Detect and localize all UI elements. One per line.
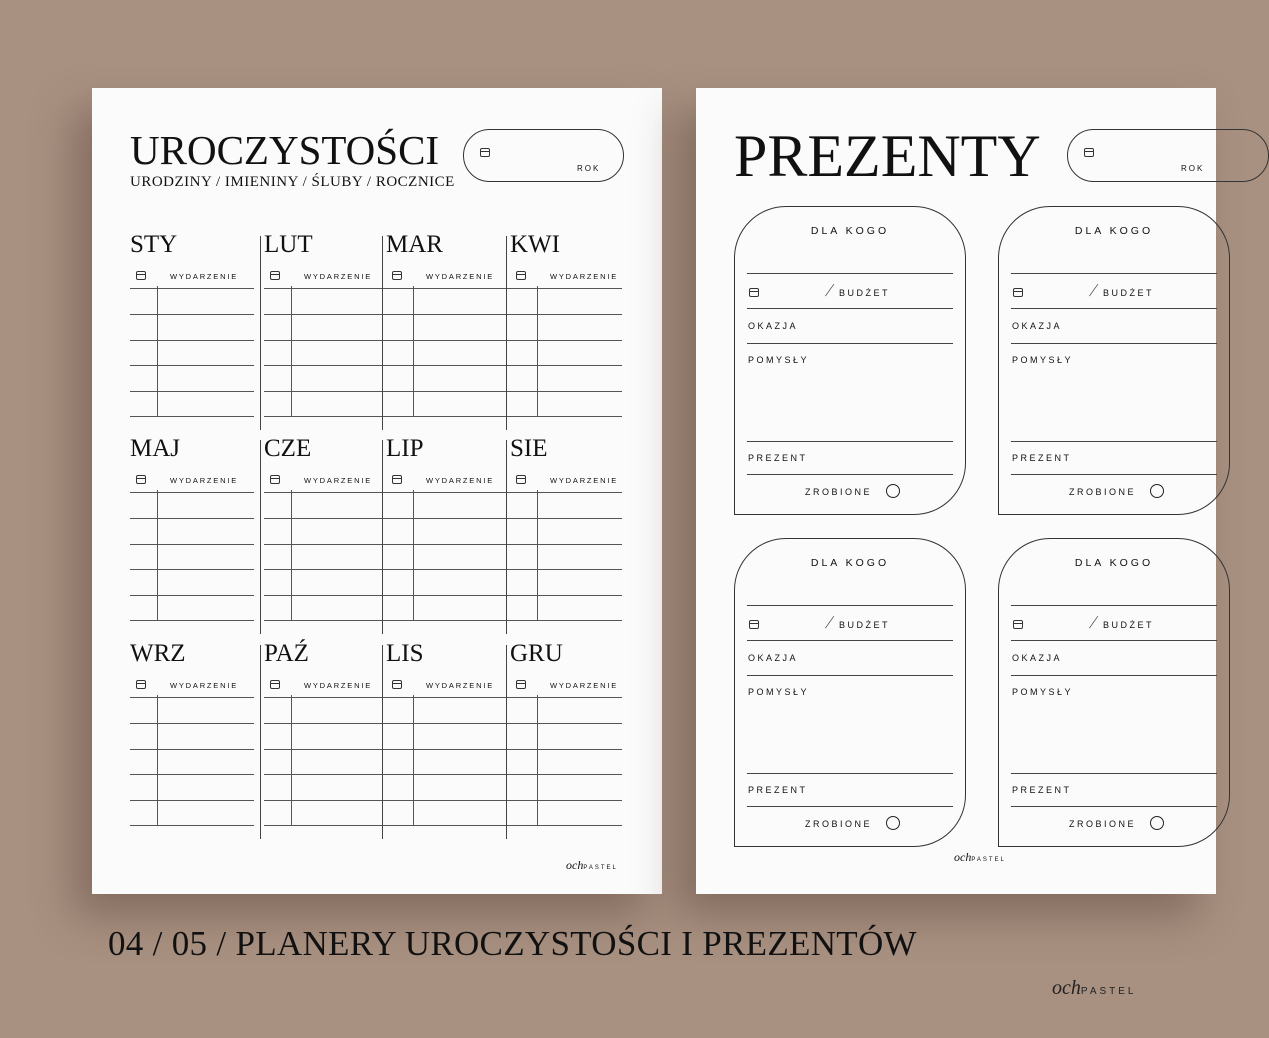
calendar-icon	[270, 475, 280, 484]
entry-line[interactable]	[130, 492, 254, 493]
entry-line[interactable]	[264, 749, 388, 750]
entry-line[interactable]	[130, 416, 254, 417]
year-label: ROK	[1181, 164, 1205, 173]
entry-line[interactable]	[386, 391, 510, 392]
entry-line[interactable]	[264, 620, 388, 621]
calendar-icon	[516, 271, 526, 280]
calendar-icon	[392, 271, 402, 280]
entry-line[interactable]	[130, 544, 254, 545]
date-column-divider	[291, 695, 292, 825]
entry-line[interactable]	[386, 774, 510, 775]
month-block	[264, 641, 384, 829]
date-budget-line[interactable]	[747, 308, 953, 309]
entry-line[interactable]	[130, 340, 254, 341]
column-divider	[260, 440, 261, 634]
gift-label: PREZENT	[1012, 453, 1072, 463]
month-name: LIS	[386, 640, 424, 667]
entry-line[interactable]	[386, 825, 510, 826]
done-label: ZROBIONE	[805, 819, 873, 829]
entry-line[interactable]	[386, 595, 510, 596]
entry-line[interactable]	[264, 825, 388, 826]
gift-label: PREZENT	[1012, 785, 1072, 795]
month-block	[510, 436, 622, 624]
for-whom-label: DLA KOGO	[1074, 557, 1154, 569]
entry-line[interactable]	[130, 595, 254, 596]
month-block	[264, 232, 384, 420]
gifts-planner-page	[696, 88, 1216, 894]
column-divider	[506, 236, 507, 430]
for-whom-label: DLA KOGO	[810, 225, 890, 237]
event-column-label: WYDARZENIE	[550, 476, 619, 485]
entry-line[interactable]	[386, 749, 510, 750]
gift-card	[998, 538, 1230, 847]
ideas-label: POMYSŁY	[1012, 687, 1074, 697]
entry-line[interactable]	[510, 518, 622, 519]
ideas-label: POMYSŁY	[748, 687, 810, 697]
event-column-label: WYDARZENIE	[170, 272, 239, 281]
gift-line[interactable]	[1011, 474, 1217, 475]
date-column-divider	[157, 490, 158, 620]
entry-line[interactable]	[264, 492, 388, 493]
column-divider	[382, 440, 383, 634]
budget-label: BUDŻET	[839, 288, 890, 298]
entry-line[interactable]	[130, 391, 254, 392]
date-column-divider	[413, 695, 414, 825]
done-label: ZROBIONE	[1069, 487, 1137, 497]
budget-separator: /	[1087, 612, 1100, 632]
month-name: MAR	[386, 231, 443, 258]
budget-label: BUDŻET	[839, 620, 890, 630]
budget-separator: /	[823, 280, 836, 300]
month-name: PAŹ	[264, 640, 309, 667]
entry-line[interactable]	[510, 595, 622, 596]
done-checkbox[interactable]	[886, 484, 900, 498]
entry-line[interactable]	[510, 314, 622, 315]
year-label: ROK	[577, 164, 601, 173]
month-name: SIE	[510, 435, 548, 462]
page-title: PREZENTY	[734, 123, 1041, 189]
month-block	[130, 641, 250, 829]
month-block	[130, 232, 250, 420]
calendar-icon	[270, 680, 280, 689]
calendar-icon	[136, 475, 146, 484]
done-checkbox[interactable]	[886, 816, 900, 830]
event-column-label: WYDARZENIE	[550, 681, 619, 690]
date-column-divider	[413, 490, 414, 620]
entry-line[interactable]	[510, 391, 622, 392]
calendar-icon	[516, 475, 526, 484]
month-block	[510, 232, 622, 420]
column-divider	[260, 645, 261, 839]
entry-line[interactable]	[130, 288, 254, 289]
date-column-divider	[413, 286, 414, 416]
month-block	[386, 436, 506, 624]
event-column-label: WYDARZENIE	[550, 272, 619, 281]
date-column-divider	[291, 490, 292, 620]
month-name: STY	[130, 231, 178, 258]
year-field[interactable]	[1067, 129, 1269, 182]
done-checkbox[interactable]	[1150, 816, 1164, 830]
month-name: KWI	[510, 231, 560, 258]
entry-line[interactable]	[264, 723, 388, 724]
entry-line[interactable]	[130, 774, 254, 775]
event-column-label: WYDARZENIE	[426, 272, 495, 281]
occasion-line[interactable]	[1011, 343, 1217, 344]
date-budget-line[interactable]	[747, 640, 953, 641]
entry-line[interactable]	[130, 569, 254, 570]
gift-card	[734, 538, 966, 847]
calendar-icon	[136, 271, 146, 280]
entry-line[interactable]	[264, 800, 388, 801]
for-whom-label: DLA KOGO	[810, 557, 890, 569]
date-column-divider	[537, 286, 538, 416]
occasion-label: OKAZJA	[748, 321, 799, 331]
entry-line[interactable]	[386, 518, 510, 519]
occasion-label: OKAZJA	[1012, 653, 1063, 663]
calendar-icon	[1013, 620, 1023, 629]
celebrations-planner-page	[92, 88, 662, 894]
year-field[interactable]	[463, 129, 624, 182]
event-column-label: WYDARZENIE	[426, 476, 495, 485]
entry-line[interactable]	[510, 825, 622, 826]
entry-line[interactable]	[130, 723, 254, 724]
entry-line[interactable]	[264, 416, 388, 417]
entry-line[interactable]	[264, 569, 388, 570]
entry-line[interactable]	[130, 697, 254, 698]
ideas-label: POMYSŁY	[748, 355, 810, 365]
event-column-label: WYDARZENIE	[304, 476, 373, 485]
event-column-label: WYDARZENIE	[170, 681, 239, 690]
for-whom-line[interactable]	[747, 605, 953, 606]
done-label: ZROBIONE	[805, 487, 873, 497]
entry-line[interactable]	[510, 569, 622, 570]
entry-line[interactable]	[264, 391, 388, 392]
entry-line[interactable]	[386, 416, 510, 417]
for-whom-label: DLA KOGO	[1074, 225, 1154, 237]
entry-line[interactable]	[264, 518, 388, 519]
gift-label: PREZENT	[748, 785, 808, 795]
entry-line[interactable]	[386, 340, 510, 341]
ideas-area-line[interactable]	[747, 441, 953, 442]
gift-card	[734, 206, 966, 515]
entry-line[interactable]	[264, 288, 388, 289]
entry-line[interactable]	[510, 544, 622, 545]
entry-line[interactable]	[510, 723, 622, 724]
brand-logo	[566, 858, 618, 873]
occasion-line[interactable]	[747, 343, 953, 344]
entry-line[interactable]	[264, 595, 388, 596]
page-subtitle: URODZINY / IMIENINY / ŚLUBY / ROCZNICE	[130, 174, 455, 190]
entry-line[interactable]	[510, 774, 622, 775]
ideas-label: POMYSŁY	[1012, 355, 1074, 365]
page-title: UROCZYSTOŚCI	[130, 127, 440, 173]
done-label: ZROBIONE	[1069, 819, 1137, 829]
calendar-icon	[270, 271, 280, 280]
entry-line[interactable]	[386, 288, 510, 289]
ideas-area-line[interactable]	[1011, 773, 1217, 774]
entry-line[interactable]	[264, 697, 388, 698]
month-block	[264, 436, 384, 624]
for-whom-line[interactable]	[1011, 605, 1217, 606]
month-name: CZE	[264, 435, 312, 462]
entry-line[interactable]	[130, 749, 254, 750]
product-caption: 04 / 05 / PLANERY UROCZYSTOŚCI I PREZENTÓW	[108, 924, 917, 963]
ideas-area-line[interactable]	[747, 773, 953, 774]
occasion-line[interactable]	[1011, 675, 1217, 676]
entry-line[interactable]	[386, 492, 510, 493]
occasion-label: OKAZJA	[748, 653, 799, 663]
entry-line[interactable]	[510, 416, 622, 417]
budget-separator: /	[823, 612, 836, 632]
logo-word: PASTEL	[1080, 986, 1137, 997]
entry-line[interactable]	[264, 314, 388, 315]
month-name: MAJ	[130, 435, 181, 462]
logo-script: och	[954, 850, 972, 864]
month-block	[130, 436, 250, 624]
budget-label: BUDŻET	[1103, 288, 1154, 298]
event-column-label: WYDARZENIE	[304, 272, 373, 281]
brand-logo	[954, 850, 1006, 865]
logo-word: PASTEL	[583, 865, 618, 871]
event-column-label: WYDARZENIE	[170, 476, 239, 485]
entry-line[interactable]	[386, 800, 510, 801]
gift-card	[998, 206, 1230, 515]
entry-line[interactable]	[386, 314, 510, 315]
entry-line[interactable]	[130, 518, 254, 519]
month-name: GRU	[510, 640, 563, 667]
entry-line[interactable]	[386, 365, 510, 366]
budget-separator: /	[1087, 280, 1100, 300]
entry-line[interactable]	[386, 697, 510, 698]
column-divider	[382, 236, 383, 430]
entry-line[interactable]	[264, 774, 388, 775]
calendar-icon	[749, 620, 759, 629]
entry-line[interactable]	[130, 365, 254, 366]
logo-script: och	[1052, 977, 1081, 999]
for-whom-line[interactable]	[1011, 273, 1217, 274]
entry-line[interactable]	[386, 723, 510, 724]
calendar-icon	[392, 680, 402, 689]
entry-line[interactable]	[510, 365, 622, 366]
brand-logo	[1052, 977, 1137, 1000]
gift-line[interactable]	[1011, 806, 1217, 807]
column-divider	[506, 440, 507, 634]
entry-line[interactable]	[130, 314, 254, 315]
occasion-label: OKAZJA	[1012, 321, 1063, 331]
done-checkbox[interactable]	[1150, 484, 1164, 498]
event-column-label: WYDARZENIE	[426, 681, 495, 690]
calendar-icon	[1084, 148, 1094, 157]
entry-line[interactable]	[130, 800, 254, 801]
logo-script: och	[566, 858, 584, 872]
entry-line[interactable]	[510, 697, 622, 698]
budget-label: BUDŻET	[1103, 620, 1154, 630]
entry-line[interactable]	[510, 620, 622, 621]
entry-line[interactable]	[386, 544, 510, 545]
column-divider	[506, 645, 507, 839]
logo-word: PASTEL	[971, 857, 1006, 863]
date-budget-line[interactable]	[1011, 308, 1217, 309]
date-budget-line[interactable]	[1011, 640, 1217, 641]
date-column-divider	[291, 286, 292, 416]
calendar-icon	[480, 148, 490, 157]
entry-line[interactable]	[510, 492, 622, 493]
entry-line[interactable]	[264, 365, 388, 366]
month-name: WRZ	[130, 640, 186, 667]
date-column-divider	[157, 695, 158, 825]
entry-line[interactable]	[130, 620, 254, 621]
calendar-icon	[392, 475, 402, 484]
entry-line[interactable]	[130, 825, 254, 826]
entry-line[interactable]	[510, 340, 622, 341]
month-name: LUT	[264, 231, 313, 258]
calendar-icon	[1013, 288, 1023, 297]
entry-line[interactable]	[510, 288, 622, 289]
month-block	[386, 232, 506, 420]
gift-label: PREZENT	[748, 453, 808, 463]
date-column-divider	[157, 286, 158, 416]
ideas-area-line[interactable]	[1011, 441, 1217, 442]
column-divider	[382, 645, 383, 839]
month-block	[510, 641, 622, 829]
gift-line[interactable]	[747, 474, 953, 475]
entry-line[interactable]	[510, 800, 622, 801]
calendar-icon	[516, 680, 526, 689]
entry-line[interactable]	[386, 569, 510, 570]
calendar-icon	[749, 288, 759, 297]
entry-line[interactable]	[510, 749, 622, 750]
for-whom-line[interactable]	[747, 273, 953, 274]
entry-line[interactable]	[264, 340, 388, 341]
entry-line[interactable]	[264, 544, 388, 545]
gift-line[interactable]	[747, 806, 953, 807]
month-block	[386, 641, 506, 829]
occasion-line[interactable]	[747, 675, 953, 676]
date-column-divider	[537, 695, 538, 825]
column-divider	[260, 236, 261, 430]
month-name: LIP	[386, 435, 424, 462]
calendar-icon	[136, 680, 146, 689]
event-column-label: WYDARZENIE	[304, 681, 373, 690]
entry-line[interactable]	[386, 620, 510, 621]
date-column-divider	[537, 490, 538, 620]
